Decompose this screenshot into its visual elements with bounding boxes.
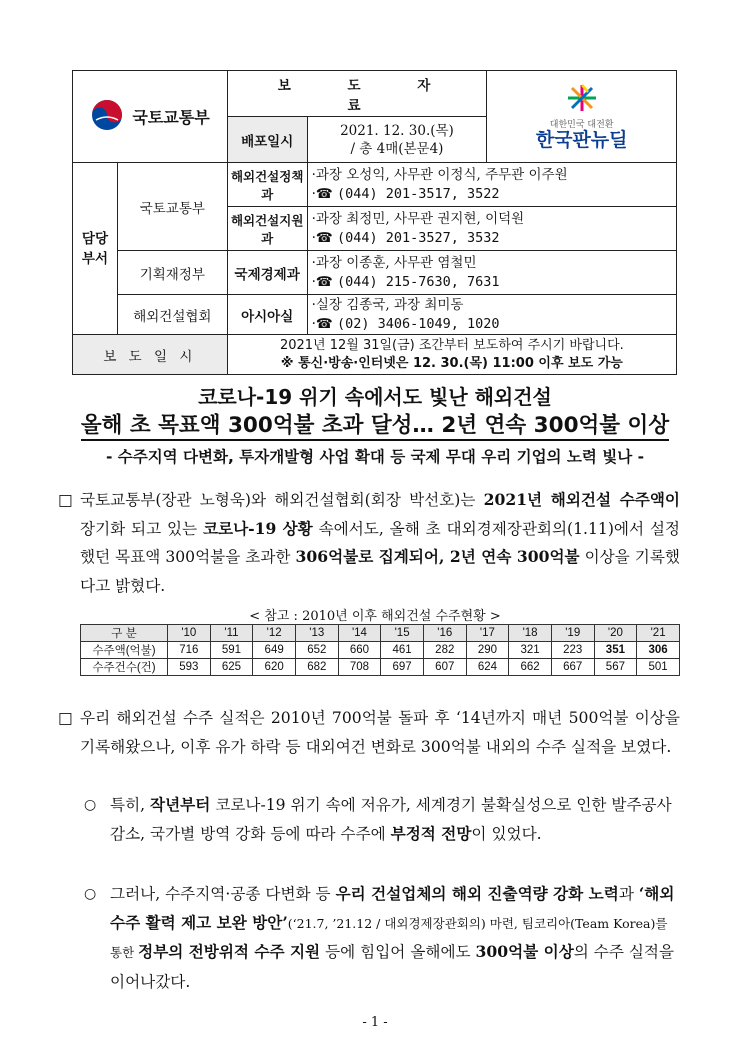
value-cell: 501 <box>637 659 680 676</box>
contact-dept: 아시아실 <box>227 295 307 335</box>
release-info <box>307 117 487 163</box>
year-cell: '11 <box>210 625 253 642</box>
table-caption: < 참고 : 2010년 이후 해외건설 수주현황 > <box>249 609 501 624</box>
value-cell: 649 <box>253 642 296 659</box>
headline-line2: 올해 초 목표액 300억불 초과 달성… 2년 연속 300억불 이상 <box>81 413 669 441</box>
phone-icon: ·☎ <box>311 315 333 332</box>
circle-bullet-icon: ○ <box>84 886 97 902</box>
contact-dept: 해외건설지원과 <box>227 207 307 251</box>
value-cell: 620 <box>253 659 296 676</box>
contact-staff: ·과장 오성익, 사무관 이정식, 주무관 이주원 <box>311 166 568 183</box>
row-label: 수주건수(건) <box>81 659 168 676</box>
headline-line1: 코로나-19 위기 속에서도 빛난 해외건설 <box>198 385 552 409</box>
header-table <box>72 70 677 375</box>
value-cell: 624 <box>466 659 509 676</box>
square-bullet-icon: □ <box>58 709 73 727</box>
contact-staff: ·실장 김종국, 과장 최미동 <box>311 296 464 313</box>
headline-line2-wrap <box>0 408 750 439</box>
contact-org: 기획재정부 <box>117 251 227 295</box>
value-cell: 306 <box>637 642 680 659</box>
value-cell: 660 <box>338 642 381 659</box>
year-cell: '20 <box>594 625 637 642</box>
value-cell: 282 <box>423 642 466 659</box>
value-cell: 708 <box>338 659 381 676</box>
contact-phone: (044) 215-7630, 7631 <box>337 273 500 290</box>
table-row <box>81 642 680 659</box>
year-cell: '21 <box>637 625 680 642</box>
table-header-label: 구 분 <box>81 625 168 642</box>
year-cell: '10 <box>168 625 211 642</box>
value-cell: 223 <box>551 642 594 659</box>
embargo-info <box>227 335 676 375</box>
value-cell: 716 <box>168 642 211 659</box>
year-cell: '15 <box>381 625 424 642</box>
contact-org: 해외건설협회 <box>117 295 227 335</box>
stats-table <box>80 624 680 676</box>
value-cell: 321 <box>509 642 552 659</box>
newdeal-logo-cell <box>487 71 677 163</box>
value-cell: 290 <box>466 642 509 659</box>
release-label: 배포일시 <box>227 117 307 163</box>
value-cell: 667 <box>551 659 594 676</box>
campaign-small-text: 대한민국 대전환 <box>549 120 614 130</box>
paragraph-2: □ 우리 해외건설 수주 실적은 2010년 700억불 돌파 후 ‘14년까지 매년 500억불 이상을 기록해왔으나, 이후 유가 하락 등 대외여건 변화로 300억불 내외의 수주 실적을 보였다. <box>80 704 680 761</box>
year-cell: '18 <box>509 625 552 642</box>
phone-icon: ·☎ <box>311 229 333 246</box>
contact-dept: 국제경제과 <box>227 251 307 295</box>
release-date: 2021. 12. 30.(목) <box>340 122 454 139</box>
campaign-big-text: 한국판뉴딜 <box>535 129 628 151</box>
embargo-line2: ※ 통신·방송·인터넷은 12. 30.(목) 11:00 이후 보도 가능 <box>280 355 623 371</box>
square-bullet-icon: □ <box>58 491 73 509</box>
phone-icon: ·☎ <box>311 273 333 290</box>
year-cell: '19 <box>551 625 594 642</box>
value-cell: 652 <box>295 642 338 659</box>
table-header-row <box>81 625 680 642</box>
paragraph-3: ○ 특히, 작년부터 코로나-19 위기 속에 저유가, 세계경기 불확실성으로 인한 발주공사 감소, 국가별 방역 강화 등에 따라 수주에 부정적 전망이 있었다. <box>110 791 680 848</box>
year-cell: '17 <box>466 625 509 642</box>
value-cell: 461 <box>381 642 424 659</box>
contact-dept: 해외건설정책과 <box>227 163 307 207</box>
headline-subtitle: - 수주지역 다변화, 투자개발형 사업 확대 등 국제 무대 우리 기업의 노력 빛나 - <box>105 448 645 466</box>
contact-label: 담당 부서 <box>73 163 118 335</box>
year-cell: '13 <box>295 625 338 642</box>
contact-staff-cell <box>307 251 676 295</box>
value-cell: 662 <box>509 659 552 676</box>
paragraph-1: □ 국토교통부(장관 노형욱)와 해외건설협회(회장 박선호)는 2021년 해외건설 수주액이 장기화 되고 있는 코로나-19 상황 속에서도, 올해 초 대외경제장관회의(1.11)에서 설정했던 목표액 300억불을 초과한 306억불로 집계되어, 2년 연속 300억불 이상을 기록했다고 밝혔다. <box>80 486 680 600</box>
embargo-line1: 2021년 12월 31일(금) 조간부터 보도하여 주시기 바랍니다. <box>279 337 624 353</box>
row-label: 수주액(억불) <box>81 642 168 659</box>
contact-phone: (044) 201-3517, 3522 <box>337 185 500 202</box>
value-cell: 607 <box>423 659 466 676</box>
value-cell: 682 <box>295 659 338 676</box>
year-cell: '12 <box>253 625 296 642</box>
ministry-name: 국토교통부 <box>132 108 210 127</box>
contact-staff-cell <box>307 295 676 335</box>
contact-phone: (02) 3406-1049, 1020 <box>337 315 500 332</box>
value-cell: 625 <box>210 659 253 676</box>
year-cell: '16 <box>423 625 466 642</box>
ministry-logo-cell <box>73 71 228 163</box>
paragraph-4: ○ 그러나, 수주지역·공종 다변화 등 우리 건설업체의 해외 진출역량 강화 노력과 ‘해외수주 활력 제고 보완 방안’(‘21.7, ’21.12 / 대외경제장관회의) 마련, 팀코리아(Team Korea)를 통한 정부의 전방위적 수주 지원 등에 힘입어 올해에도 300억불 이상의 수주 실적을 이어나갔다. <box>110 880 680 996</box>
release-pages: / 총 4매(본문4) <box>350 140 444 157</box>
taegeuk-emblem-icon <box>90 98 124 136</box>
doc-type-title: 보 도 자 료 <box>227 71 487 117</box>
contact-staff: ·과장 이종훈, 사무관 염철민 <box>311 254 477 271</box>
embargo-label: 보 도 일 시 <box>73 335 228 375</box>
value-cell: 567 <box>594 659 637 676</box>
year-cell: '14 <box>338 625 381 642</box>
phone-icon: ·☎ <box>311 185 333 202</box>
table-row <box>81 659 680 676</box>
value-cell: 351 <box>594 642 637 659</box>
newdeal-star-icon <box>487 83 676 117</box>
contact-org: 국토교통부 <box>117 163 227 251</box>
page-number: - 1 - <box>362 1015 388 1030</box>
contact-phone: (044) 201-3527, 3532 <box>337 229 500 246</box>
value-cell: 591 <box>210 642 253 659</box>
value-cell: 697 <box>381 659 424 676</box>
contact-staff-cell <box>307 163 676 207</box>
circle-bullet-icon: ○ <box>84 797 97 813</box>
contact-staff-cell <box>307 207 676 251</box>
value-cell: 593 <box>168 659 211 676</box>
contact-staff: ·과장 최정민, 사무관 권지현, 이덕원 <box>311 210 525 227</box>
